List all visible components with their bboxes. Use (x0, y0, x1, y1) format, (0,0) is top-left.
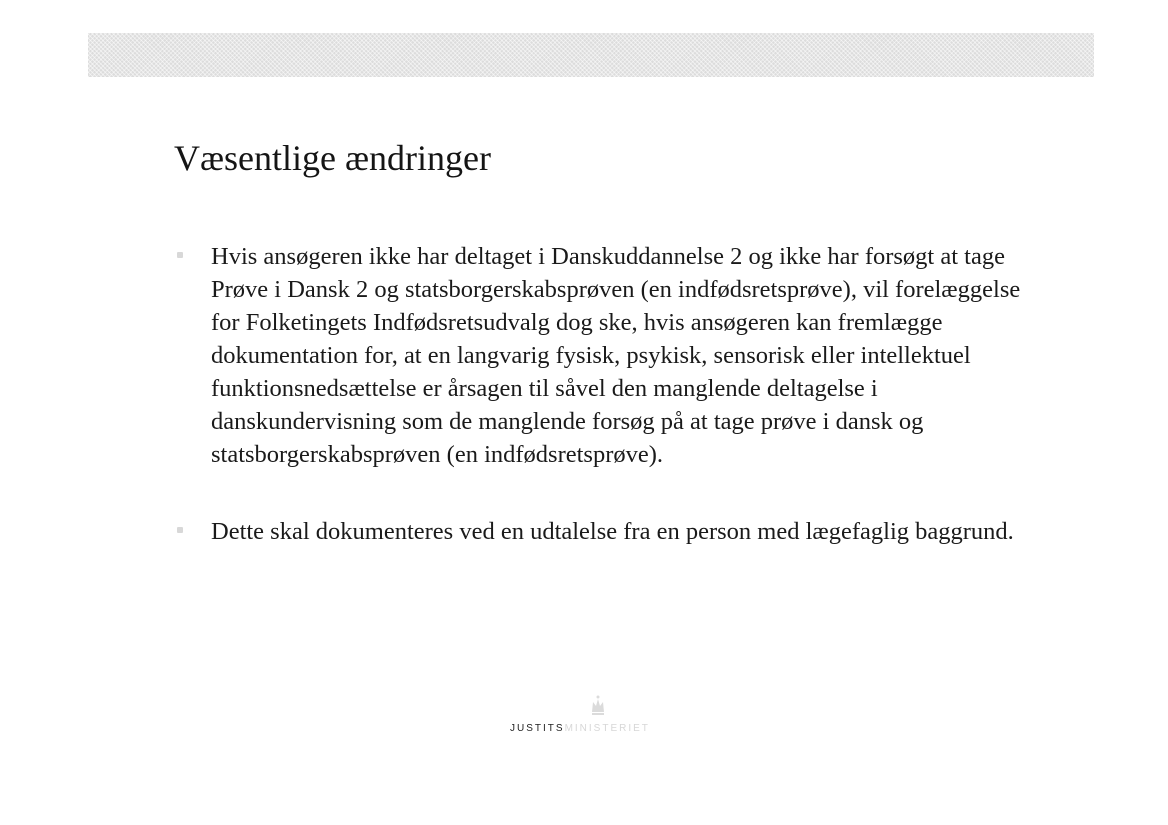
bullet-item (174, 240, 1034, 471)
logo-text (510, 723, 650, 734)
bullet-text: Dette skal dokumenteres ved en udtalelse fra en person med lægefaglig baggrund. (211, 518, 1014, 545)
bullet-item (174, 515, 1034, 548)
ministry-logo (510, 694, 690, 744)
logo-text-faint: MINISTERIET (564, 723, 650, 734)
header-band (88, 33, 1094, 77)
slide-title: Væsentlige ændringer (174, 138, 491, 178)
bullet-marker-icon (177, 527, 183, 533)
logo-text-main: JUSTITS (510, 723, 565, 734)
bullet-text: Hvis ansøgeren ikke har deltaget i Danskuddannelse 2 og ikke har forsøgt at tage Prøve i Dansk 2 og statsborgerskabsprøven (en indfødsretsprøve), vil forelæggelse for Folketingets Indfødsretsudvalg dog ske, hvis ansøgeren kan fremlægge dokumentation for, at en langvarig fysisk, psykisk, sensorisk eller intellektuel funktionsnedsættelse er årsagen til såvel den manglende deltagelse i danskundervisning som de manglende forsøg på at tage prøve i dansk og statsborgerskabsprøven (en indfødsretsprøve). (211, 243, 1021, 468)
crown-icon (590, 694, 606, 718)
bullet-marker-icon (177, 252, 183, 258)
bullet-list (174, 240, 1034, 592)
